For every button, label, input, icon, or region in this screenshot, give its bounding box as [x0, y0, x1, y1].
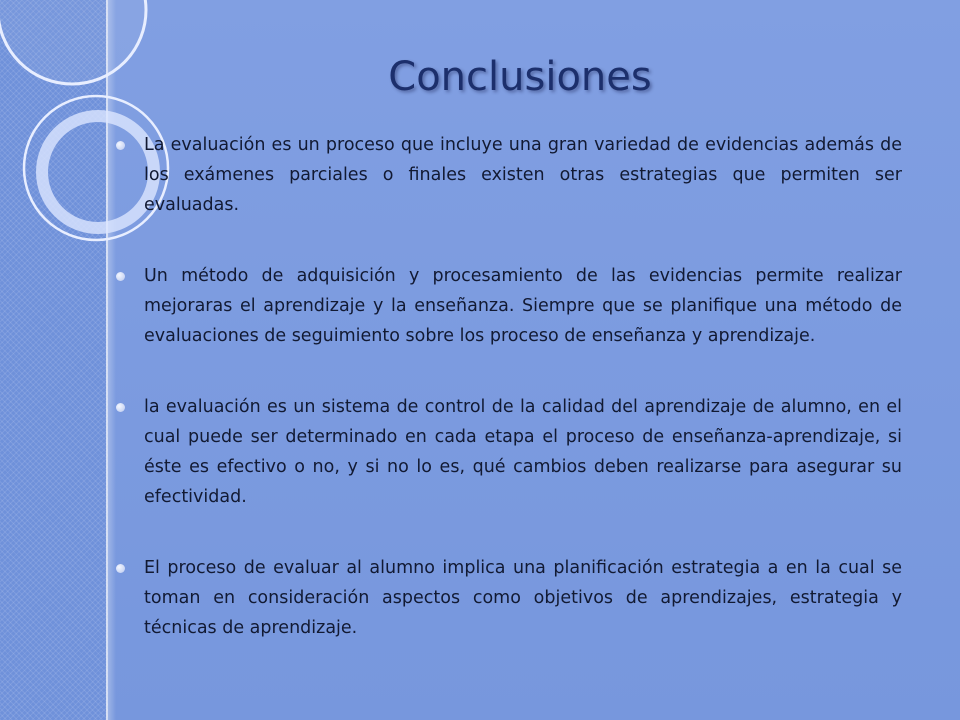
bullet-icon	[116, 403, 125, 412]
bullet-item	[116, 130, 902, 220]
bullet-text: La evaluación es un proceso que incluye una gran variedad de evidencias además de los exámenes parciales o finales existen otras estrategias que permiten ser evaluadas.	[144, 135, 902, 215]
bullet-text: Un método de adquisición y procesamiento de las evidencias permite realizar mejoraras el aprendizaje y la enseñanza. Siempre que se planifique una método de evaluaciones de seguimiento sobre los proceso de enseñanza y aprendizaje.	[144, 266, 902, 346]
bullet-item	[116, 261, 902, 351]
bullet-item	[116, 553, 902, 643]
bullet-text: la evaluación es un sistema de control de la calidad del aprendizaje de alumno, en el cual puede ser determinado en cada etapa el proceso de enseñanza-aprendizaje, si éste es efectivo o no, y si no lo es, qué cambios deben realizarse para asegurar su efectividad.	[144, 397, 902, 507]
bullet-list	[116, 130, 902, 684]
bullet-icon	[116, 141, 125, 150]
bullet-icon	[116, 564, 125, 573]
bullet-text: El proceso de evaluar al alumno implica una planificación estrategia a en la cual se toman en consideración aspectos como objetivos de aprendizajes, estrategia y técnicas de aprendizaje.	[144, 558, 902, 638]
slide-title: Conclusiones	[388, 54, 652, 100]
bullet-item	[116, 392, 902, 512]
bullet-icon	[116, 272, 125, 281]
